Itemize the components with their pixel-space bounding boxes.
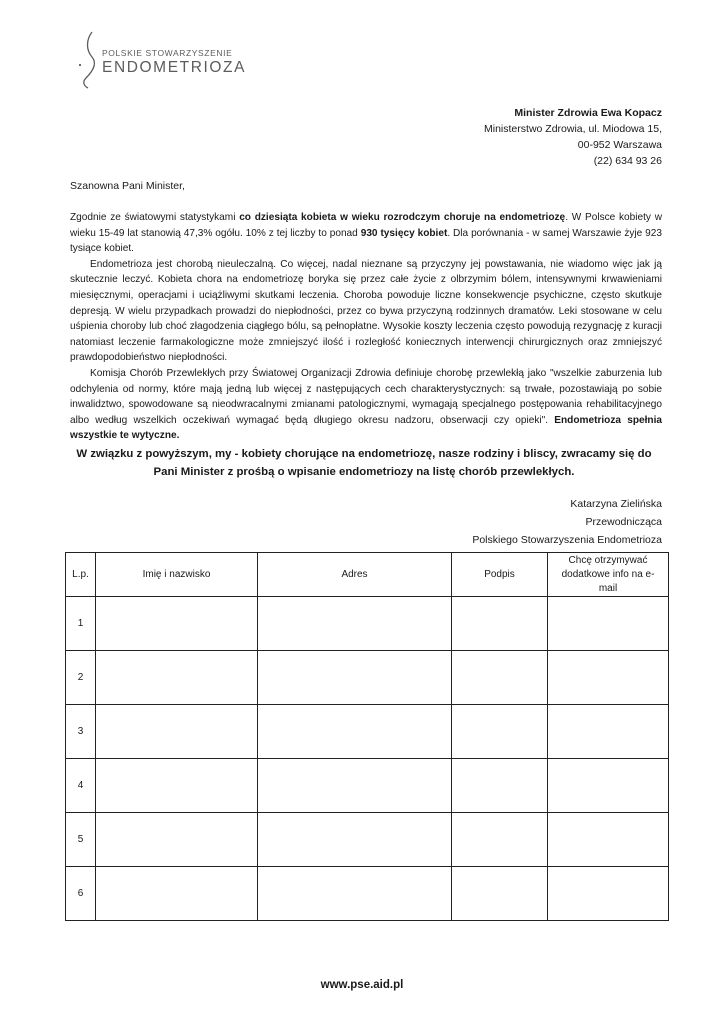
appeal-line-2: Pani Minister z prośbą o wpisanie endometriozy na listę chorób przewlekłych. — [153, 466, 575, 478]
greeting: Szanowna Pani Minister, — [70, 180, 185, 192]
name-cell[interactable] — [96, 597, 258, 651]
bold-span: 930 tysięcy kobiet — [360, 227, 448, 239]
paragraph-who-definition — [70, 366, 662, 444]
name-cell[interactable] — [96, 705, 258, 759]
address-cell[interactable] — [258, 813, 452, 867]
logo-line-1: POLSKIE STOWARZYSZENIE — [102, 48, 233, 58]
address-cell[interactable] — [258, 651, 452, 705]
recipient-ministry: Ministerstwo Zdrowia, ul. Miodowa 15, — [484, 123, 662, 135]
table-header-row — [66, 553, 669, 597]
signature-cell[interactable] — [452, 651, 548, 705]
signature-cell[interactable] — [452, 813, 548, 867]
text-span: . W Polsce kobiety w wieku 15-49 lat stanowią 47,3% ogółu. 10% z tej liczby to ponad — [70, 212, 662, 239]
name-cell[interactable] — [96, 867, 258, 921]
email-cell[interactable] — [548, 705, 669, 759]
header-lp: L.p. — [66, 553, 96, 597]
appeal-statement — [62, 445, 666, 481]
email-cell[interactable] — [548, 867, 669, 921]
table-row — [66, 597, 669, 651]
signature-cell[interactable] — [452, 597, 548, 651]
paragraph-disease: Endometrioza jest chorobą nieuleczalną. Co więcej, nadal nieznane są przyczyny jej powstawania, nie wiadomo więc jak ją skutecznie leczyć. Kobieta chora na endometriozę boryka się przez całe życie z olbrzymim bólem, intensywnymi krwawieniami miesięcznymi, operacjami i uciążliwymi skutkami leczenia. Choroba powoduje liczne konsekwencje psychiczne, często skutkuje depresją. W wielu przypadkach prowadzi do niepłodności, przez co bywa przyczyną rodzinnych dramatów. Leki stosowane w celu uśpienia choroby lub choć złagodzenia ciągłego bólu, są pełnopłatne. Wysokie koszty leczenia często powodują rezygnację z kuracji natomiast leczenie farmakologiczne może zmniejszyć ilość i rozległość koniecznych interwencji chirurgicznych oraz zmniejszyć prawdopodobieństwo niepłodności. — [70, 258, 662, 364]
appeal-line-1: W związku z powyższym, my - kobiety chorujące na endometriozę, nasze rodziny i bliscy, zwracamy się do — [76, 448, 652, 460]
letter-body — [70, 210, 662, 444]
address-cell[interactable] — [258, 597, 452, 651]
bold-span: Endometrioza spełnia wszystkie te wytyczne. — [70, 414, 662, 442]
row-number: 1 — [66, 597, 96, 651]
recipient-address — [484, 105, 662, 169]
email-cell[interactable] — [548, 759, 669, 813]
name-cell[interactable] — [96, 651, 258, 705]
email-cell[interactable] — [548, 813, 669, 867]
logo-line-2: ENDOMETRIOZA — [102, 59, 247, 76]
table-row — [66, 759, 669, 813]
row-number: 6 — [66, 867, 96, 921]
row-number: 2 — [66, 651, 96, 705]
signature-role: Przewodnicząca — [585, 516, 662, 528]
address-cell[interactable] — [258, 867, 452, 921]
organization-logo — [68, 30, 248, 90]
bold-span: co dziesiąta kobieta w wieku rozrodczym choruje na endometriozę — [239, 212, 566, 223]
address-cell[interactable] — [258, 705, 452, 759]
name-cell[interactable] — [96, 813, 258, 867]
paragraph-statistics — [70, 210, 662, 257]
table-row — [66, 813, 669, 867]
row-number: 5 — [66, 813, 96, 867]
header-name: Imię i nazwisko — [96, 553, 258, 597]
row-number: 3 — [66, 705, 96, 759]
recipient-name: Minister Zdrowia Ewa Kopacz — [514, 107, 662, 119]
text-span: . Dla porównania - w samej Warszawie żyje 923 tysiące kobiet. — [70, 227, 663, 255]
name-cell[interactable] — [96, 759, 258, 813]
header-email: Chcę otrzymywać dodatkowe info na e-mail — [548, 553, 669, 597]
address-cell[interactable] — [258, 759, 452, 813]
header-address: Adres — [258, 553, 452, 597]
signature-table — [65, 552, 669, 921]
text-span: Zgodnie ze światowymi statystykami — [70, 212, 240, 223]
logo-text — [102, 48, 246, 77]
email-cell[interactable] — [548, 597, 669, 651]
signature-org: Polskiego Stowarzyszenia Endometrioza — [472, 534, 662, 546]
table-row — [66, 651, 669, 705]
email-cell[interactable] — [548, 651, 669, 705]
row-number: 4 — [66, 759, 96, 813]
footer-website[interactable]: www.pse.aid.pl — [320, 979, 404, 991]
recipient-phone: (22) 634 93 26 — [593, 155, 662, 167]
signature-cell[interactable] — [452, 759, 548, 813]
recipient-postal: 00-952 Warszawa — [577, 139, 662, 151]
signature-block — [472, 495, 662, 549]
table-row — [66, 867, 669, 921]
header-signature: Podpis — [452, 553, 548, 597]
signature-cell[interactable] — [452, 705, 548, 759]
signature-cell[interactable] — [452, 867, 548, 921]
signature-name: Katarzyna Zielińska — [570, 498, 662, 510]
table-row — [66, 705, 669, 759]
text-span: Komisja Chorób Przewlekłych przy Światowej Organizacji Zdrowia definiuje chorobę przewlekłą jako "wszelkie zaburzenia lub odchylenia od normy, które mają jedną lub więcej z następujących cech charakterystycznych: są trwałe, pozostawiają po sobie inwalidztwo, spowodowane są nieodwracalnymi zmianami patologicznymi, wymagają specjalnego postępowania rehabilitacyjnego albo według wszelkich oczekiwań wymagać będą długiego okresu nadzoru, obserwacji czy opieki". — [70, 367, 662, 426]
